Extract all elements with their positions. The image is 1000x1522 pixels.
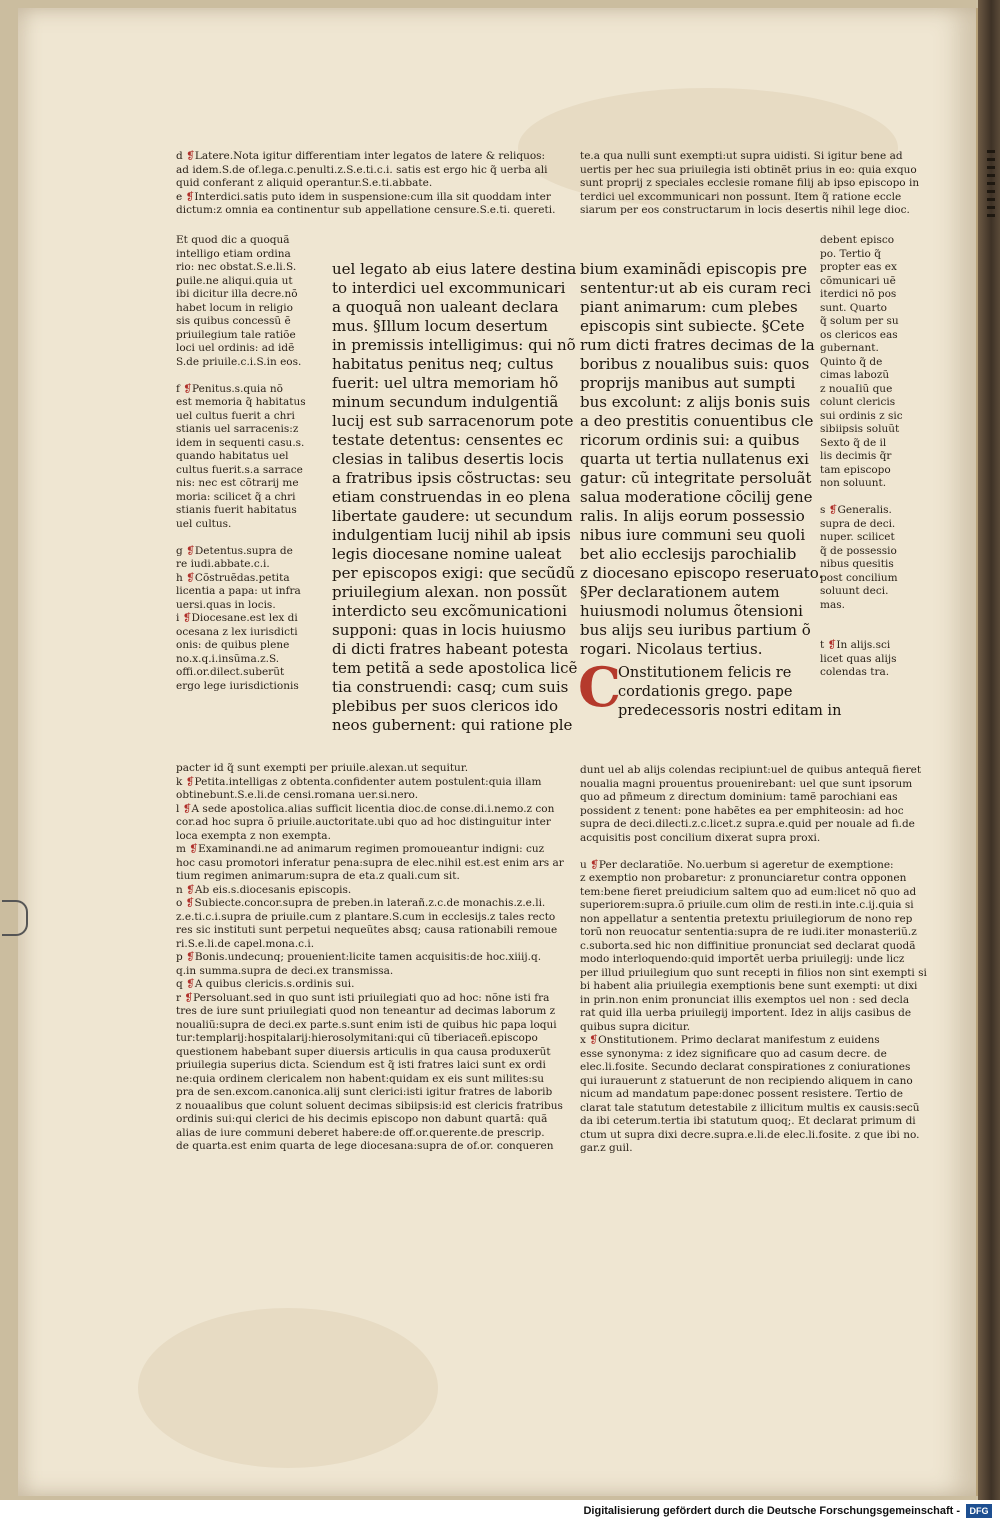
- text-line: quando habitatus uel: [176, 450, 289, 462]
- text-line: a deo prestitis conuentibus cle: [580, 412, 814, 430]
- text-line: quo ad pñmeum z directum dominium: tamẽ parochiani eas: [580, 791, 898, 803]
- text-line: cor.ad hoc supra õ priuile.auctoritate.ubi quo ad hoc distinguitur inter: [176, 816, 551, 828]
- text-line: [580, 845, 910, 859]
- text-line: indulgentiam lucij nihil ab ipsis: [332, 526, 571, 544]
- text-line: e ❡Interdici.satis puto idem in suspensione:cum illa sit quoddam inter: [176, 190, 551, 203]
- text-line: sis quibus concessũ ẽ: [176, 315, 291, 327]
- text-line: colunt clericis: [820, 396, 896, 408]
- text-line: nis: nec est cõtrarij me: [176, 477, 299, 489]
- text-line: in premissis intelligimus: qui nõ: [332, 336, 576, 354]
- text-line: p ❡Bonis.undecunq; prouenient:licite tamen acquisitis:de hoc.xiiij.q.: [176, 951, 542, 963]
- text-line: tia construendi: casq; cum suis: [332, 678, 569, 696]
- text-line: r ❡Persoluant.sed in quo sunt isti priuilegiati quo ad hoc: nõne isti fra: [176, 991, 550, 1004]
- text-line: habet locum in religio: [176, 301, 293, 314]
- text-line: sui ordinis z sic: [820, 409, 903, 422]
- text-line: a fratribus ipsis cõstructas: seu: [332, 469, 572, 487]
- text-line: d ❡Latere.Nota igitur differentiam inter legatos de latere & reliquos:: [176, 150, 546, 162]
- text-line: libertate gaudere: ut secundum: [332, 507, 573, 525]
- text-line: quid conferant z aliquid operantur.S.e.ti.abbate.: [176, 177, 433, 189]
- text-line: n ❡Ab eis.s.diocesanis episcopis.: [176, 883, 352, 896]
- text-line: rum dicti fratres decimas de la: [580, 336, 815, 354]
- text-line: [820, 626, 910, 640]
- text-line: ralis. In alijs eorum possessio: [580, 507, 805, 525]
- text-line: q̃ de possessio: [820, 544, 897, 557]
- text-line: ocesana z lex iurisdicti: [176, 625, 298, 638]
- text-line: iterdici nõ pos: [820, 288, 897, 300]
- text-line: huiusmodi nolumus õtensioni: [580, 602, 803, 620]
- text-line: Et quod dic a quoquã: [176, 234, 290, 246]
- text-line: terdici uel excommunicari non possunt. Item q̃ ratione eccle: [580, 190, 902, 203]
- text-line: nibus quesitis: [820, 558, 894, 570]
- text-line: x ❡Onstitutionem. Primo declarat manifestum z euidens: [580, 1034, 880, 1046]
- text-line: Quinto q̃ de: [820, 355, 883, 368]
- left-gloss-bottom: [176, 762, 564, 1242]
- text-line: to interdici uel excommunicari: [332, 279, 566, 297]
- text-line: de quarta.est enim quarta de lege diocesana:supra de of.or. conqueren: [176, 1140, 554, 1152]
- text-line: ctum ut supra dixi decre.supra.e.li.de elec.li.fosite. z que ibi no.: [580, 1128, 920, 1141]
- spine-text: [987, 150, 995, 220]
- text-line: [176, 531, 314, 545]
- text-line: siarum per eos constructarum in locis desertis nihil lege dioc.: [580, 204, 910, 216]
- text-line: u ❡Per declaratiõe. No.uerbum si ageretur de exemptione:: [580, 858, 894, 871]
- text-line: c.suborta.sed hic non diffinitiue pronunciat sed declarat quodã: [580, 939, 916, 952]
- text-line: re iudi.abbate.c.i.: [176, 558, 270, 570]
- text-line: quarta ut tertia nullatenus exi: [580, 450, 809, 468]
- text-line: ri.S.e.li.de capel.mona.c.i.: [176, 937, 315, 950]
- text-line: [820, 612, 910, 626]
- left-gloss-top: [176, 150, 556, 218]
- text-line: ergo lege iurisdictionis: [176, 679, 299, 692]
- text-line: minum secundum indulgentiã: [332, 393, 559, 411]
- text-line: rat quid illa uerba priuilegij importent. Idez in alijs casibus de: [580, 1007, 912, 1019]
- text-line: predecessoris nostri editam in: [618, 703, 842, 719]
- text-line: intelligo etiam ordina: [176, 247, 291, 260]
- text-line: per illud priuilegium quo sunt recepti in filios non sint exempti si: [580, 966, 927, 979]
- text-line: sunt proprij z speciales ecclesie romane filij ab ipso episcopo in: [580, 177, 920, 189]
- text-line: propter eas ex: [820, 261, 897, 273]
- text-line: gar.z guil.: [580, 1142, 633, 1154]
- text-line: post concilium: [820, 571, 898, 584]
- text-line: S.de priuile.c.i.S.in eos.: [176, 355, 302, 368]
- footer-bar: [0, 1500, 1000, 1522]
- text-line: bium examinãdi episcopis pre: [580, 260, 808, 278]
- text-line: quibus supra dicitur.: [580, 1020, 691, 1033]
- text-line: loca exempta z non exempta.: [176, 829, 331, 842]
- text-line: ordinis sui:qui clerici de his decimis episcopo non dabunt quartã: quã: [176, 1113, 548, 1125]
- text-line: uel legato ab eius latere destina: [332, 260, 577, 278]
- right-main-text: [580, 260, 824, 660]
- text-line: lucij est sub sarracenorum pote: [332, 412, 574, 430]
- text-line: z.e.ti.c.i.supra de priuile.cum z plantare.S.cum in ecclesijs.z tales recto: [176, 910, 556, 923]
- text-line: t ❡In alijs.sci: [820, 639, 891, 651]
- text-line: [820, 491, 910, 505]
- paper-stain: [138, 1308, 438, 1468]
- text-line: nicum ad mandatum pape:donec possent resistere. Tertio de: [580, 1088, 903, 1100]
- text-line: neos gubernent: qui ratione ple: [332, 716, 573, 734]
- text-line: torũ non reuocatur sententia:supra de re iudi.iter monasteriũ.z: [580, 926, 917, 938]
- text-line: §Per declarationem autem: [580, 583, 780, 601]
- text-line: fuerit: uel ultra memoriam hõ: [332, 374, 559, 392]
- text-line: noualiũ:supra de deci.ex parte.s.sunt enim isti de quibus hic papa loqui: [176, 1018, 557, 1031]
- text-line: acquisitis post concilium dixerat supra proxi.: [580, 831, 821, 844]
- text-line: a quoquã non ualeant declara: [332, 298, 559, 316]
- right-gloss-bottom: [580, 764, 927, 1244]
- text-line: qui iurauerunt z statuerunt de non recipiendo aliquem in cano: [580, 1074, 913, 1087]
- text-line: k ❡Petita.intelligas z obtenta.confidenter autem postulent:quia illam: [176, 775, 542, 788]
- text-line: bus excolunt: z alijs bonis suis: [580, 393, 811, 411]
- text-line: tam episcopo: [820, 463, 891, 476]
- text-line: uersi.quas in locis.: [176, 598, 276, 611]
- text-line: noualia magni prouentus prouenirebant: uel que sunt ipsorum: [580, 777, 913, 790]
- text-line: sententur:ut ab eis curam reci: [580, 279, 812, 297]
- text-line: per episcopos exigi: que secũdũ: [332, 564, 576, 582]
- text-line: mus. §Illum locum desertum: [332, 317, 548, 335]
- decorated-initial: C: [578, 655, 621, 719]
- text-line: ad idem.S.de of.lega.c.penulti.z.S.e.ti.c.i. satis est ergo hic q̃ uerba ali: [176, 163, 548, 176]
- text-line: bet alio ecclesijs parochialib: [580, 545, 797, 563]
- text-line: modo interloquendo:quid importẽt uerba priuilegij: unde licz: [580, 953, 905, 965]
- text-line: tem:bene fieret preiudicium saltem quo ad eum:licet nõ quo ad: [580, 885, 917, 898]
- page-clip: [2, 900, 28, 936]
- text-line: proprijs manibus aut sumpti: [580, 374, 796, 392]
- right-gloss-top: [580, 150, 920, 218]
- text-line: testate detentus: censentes ec: [332, 431, 564, 449]
- book-spine: [978, 0, 1000, 1500]
- text-line: cultus fuerit.s.a sarrace: [176, 463, 303, 476]
- text-line: ꝑuile.ne aliqui.quia ut: [176, 274, 293, 287]
- text-line: soluunt deci.: [820, 585, 889, 597]
- text-line: habitatus penitus neq; cultus: [332, 355, 554, 373]
- text-line: ricorum ordinis sui: a quibus: [580, 431, 800, 449]
- text-line: z diocesano episcopo reseruato.: [580, 564, 824, 582]
- text-line: dunt uel ab alijs colendas recipiunt:uel de quibus antequã fieret: [580, 764, 922, 776]
- constitutionem-text: [618, 664, 842, 724]
- text-line: in prin.non enim pronunciat illis exemptos uel non : sed decla: [580, 993, 910, 1006]
- text-line: h ❡Cõstruẽdas.petita: [176, 571, 290, 584]
- text-line: m ❡Examinandi.ne ad animarum regimen promoueantur indigni: cuz: [176, 843, 545, 855]
- text-line: dictum:z omnia ea continentur sub appellatione censure.S.e.ti. quereti.: [176, 204, 556, 216]
- text-line: supra de deci.: [820, 517, 896, 530]
- text-line: priuilegium alexan. non possũt: [332, 583, 567, 601]
- text-line: te.a qua nulli sunt exempti:ut supra uidisti. Si igitur bene ad: [580, 150, 903, 162]
- text-line: loci uel ordinis: ad idẽ: [176, 342, 295, 354]
- text-line: l ❡A sede apostolica.alias sufficit licentia dioc.de conse.di.i.nemo.z con: [176, 802, 555, 815]
- text-line: elec.li.fosite. Secundo declarat conspirationes z coniurationes: [580, 1061, 911, 1073]
- text-line: boribus z noualibus suis: quos: [580, 355, 810, 373]
- text-line: plebibus per suos clericos ido: [332, 697, 559, 715]
- text-line: da ibi ceterum.tertia ibi statutum quoq;. Et declarat primum di: [580, 1115, 916, 1127]
- text-line: bi habent alia priuilegia exemptionis bene sunt exempti: ut dixi: [580, 980, 918, 992]
- text-line: episcopis sint subiecte. §Cete: [580, 317, 805, 335]
- text-line: clarat tale statutum detestabile z illicitum multis ex causis:secũ: [580, 1101, 920, 1114]
- text-line: cimas labozũ: [820, 369, 890, 381]
- text-line: legis diocesane nomine ualeat: [332, 545, 562, 563]
- text-line: stianis fuerit habitatus: [176, 504, 297, 516]
- text-line: ibi dicitur illa decre.nõ: [176, 288, 298, 300]
- text-line: sibiipsis soluũt: [820, 423, 900, 435]
- text-line: sunt. Quarto: [820, 301, 887, 314]
- left-gloss-narrow: [176, 234, 314, 754]
- text-line: salua moderatione cõcilij gene: [580, 488, 813, 506]
- text-line: esse synonyma: z idez significare quo ad casum decre. de: [580, 1047, 887, 1060]
- text-line: tres de iure sunt priuilegiati quod non teneantur ad decimas laborum z: [176, 1005, 556, 1017]
- text-line: possident z tenent: pone habẽtes ea per emphiteosin: ad hoc: [580, 804, 904, 817]
- text-line: q̃ solum per su: [820, 315, 899, 327]
- text-line: z nouaalibus que colunt soluent decimas sibiipsis:id est clericis fratribus: [176, 1099, 563, 1112]
- text-line: uertis per hec sua priuilegia isti obtinẽt prius in eo: quia exquo: [580, 163, 917, 176]
- text-line: q ❡A quibus clericis.s.ordinis sui.: [176, 978, 355, 990]
- text-line: stianis uel sarracenis:z: [176, 423, 299, 435]
- text-line: f ❡Penitus.s.quia nõ: [176, 382, 283, 395]
- text-line: non soluunt.: [820, 477, 887, 489]
- text-line: uel cultus.: [176, 517, 232, 530]
- text-line: os clericos eas: [820, 328, 898, 341]
- text-line: tem petitã a sede apostolica licẽ: [332, 659, 578, 677]
- text-line: superiorem:supra.õ priuile.cum olim de resti.in inte.c.ij.quia si: [580, 899, 914, 911]
- text-line: hoc casu promotori inferatur pena:supra de elec.nihil est.est enim ars ar: [176, 856, 564, 869]
- text-line: alias de iure communi deberet habere:de off.or.querente.de prescrip.: [176, 1126, 545, 1139]
- text-line: uel cultus fuerit a chri: [176, 409, 295, 422]
- text-line: res sic instituti sunt perpetui nequeũtes absq; causa rationabili remoue: [176, 924, 558, 936]
- text-line: onis: de quibus plene: [176, 639, 290, 651]
- text-line: obtinebunt.S.e.li.de censi.romana uer.si.nero.: [176, 789, 419, 801]
- text-line: bus alijs seu iuribus partium õ: [580, 621, 811, 639]
- text-line: piant animarum: cum plebes: [580, 298, 798, 316]
- text-line: [176, 369, 314, 383]
- text-line: gatur: cũ integritate persoluãt: [580, 469, 812, 487]
- text-line: priuilegium tale ratiõe: [176, 328, 296, 341]
- footer-credit: Digitalisierung gefördert durch die Deutsche Forschungsgemeinschaft -: [583, 1505, 960, 1517]
- text-line: est memoria q̃ habitatus: [176, 396, 306, 408]
- text-line: tium regimen animarum:supra de eta.z quali.cum sit.: [176, 870, 460, 882]
- right-side-gloss: [820, 234, 910, 754]
- text-line: no.x.q.i.insũma.z.S.: [176, 652, 280, 665]
- text-line: cõmunicari uẽ: [820, 274, 896, 287]
- text-line: debent episco: [820, 234, 895, 246]
- text-line: etiam construendas in eo plena: [332, 488, 571, 506]
- text-line: non appellatur a sententia pretextu priuilegiorum de nono rep: [580, 912, 913, 925]
- text-line: Sexto q̃ de il: [820, 436, 887, 449]
- text-line: rio: nec obstat.S.e.li.S.: [176, 261, 297, 273]
- text-line: clesias in talibus desertis locis: [332, 450, 564, 468]
- text-line: nibus iure communi seu quoli: [580, 526, 806, 544]
- dfg-logo: DFG: [966, 1504, 992, 1518]
- text-line: offi.or.dilect.suberũt: [176, 666, 285, 678]
- text-line: po. Tertio q̃: [820, 247, 881, 260]
- text-line: cordationis grego. pape: [618, 684, 793, 700]
- text-line: colendas tra.: [820, 666, 890, 678]
- text-line: i ❡Diocesane.est lex di: [176, 612, 298, 624]
- text-line: pra de sen.excom.canonica.alij sunt clerici:isti igitur fratres de laborib: [176, 1086, 553, 1098]
- left-main-text: [332, 260, 578, 740]
- text-line: z exemptio non probaretur: z pronunciaretur contra opponen: [580, 872, 907, 884]
- text-line: z nouaIiũ que: [820, 382, 893, 395]
- text-line: o ❡Subiecte.concor.supra de preben.in laterañ.z.c.de monachis.z.e.li.: [176, 897, 546, 909]
- text-line: tur:templarij:hospitalarij:hierosolymitani:qui cũ tiberiaceñ.episcopo: [176, 1032, 538, 1044]
- text-line: lis decimis q̃r: [820, 450, 892, 462]
- text-line: licentia a papa: ut infra: [176, 585, 301, 597]
- text-line: Onstitutionem felicis re: [618, 665, 792, 681]
- text-line: idem in sequenti casu.s.: [176, 436, 305, 449]
- text-line: pacter id q̃ sunt exempti per priuile.alexan.ut sequitur.: [176, 762, 469, 774]
- text-line: moria: scilicet q̃ a chri: [176, 490, 296, 503]
- text-line: ne:quia ordinem clericalem non habent:quidam ex eis sunt milites:su: [176, 1072, 545, 1085]
- text-line: supra de deci.dilecti.z.c.licet.z supra.e.quid per nouale ad fi.de: [580, 818, 915, 830]
- text-line: di dicti fratres habeant potesta: [332, 640, 569, 658]
- text-line: mas.: [820, 598, 845, 611]
- text-line: g ❡Detentus.supra de: [176, 544, 293, 557]
- text-line: q.in summa.supra de deci.ex transmissa.: [176, 964, 394, 977]
- text-line: gubernant.: [820, 342, 879, 354]
- text-line: s ❡Generalis.: [820, 504, 892, 516]
- text-line: rogari. Nicolaus tertius.: [580, 640, 763, 658]
- text-line: licet quas alijs: [820, 652, 897, 665]
- text-line: supponi: quas in locis huiusmo: [332, 621, 566, 639]
- text-line: questionem habebant super diuersis articulis in qua causa produxerũt: [176, 1045, 551, 1058]
- text-line: priuilegia superius dicta. Sciendum est q̃ isti fratres laici sunt ex ordi: [176, 1059, 546, 1071]
- text-line: interdicto seu excõmunicationi: [332, 602, 567, 620]
- text-line: nuper. scilicet: [820, 531, 895, 543]
